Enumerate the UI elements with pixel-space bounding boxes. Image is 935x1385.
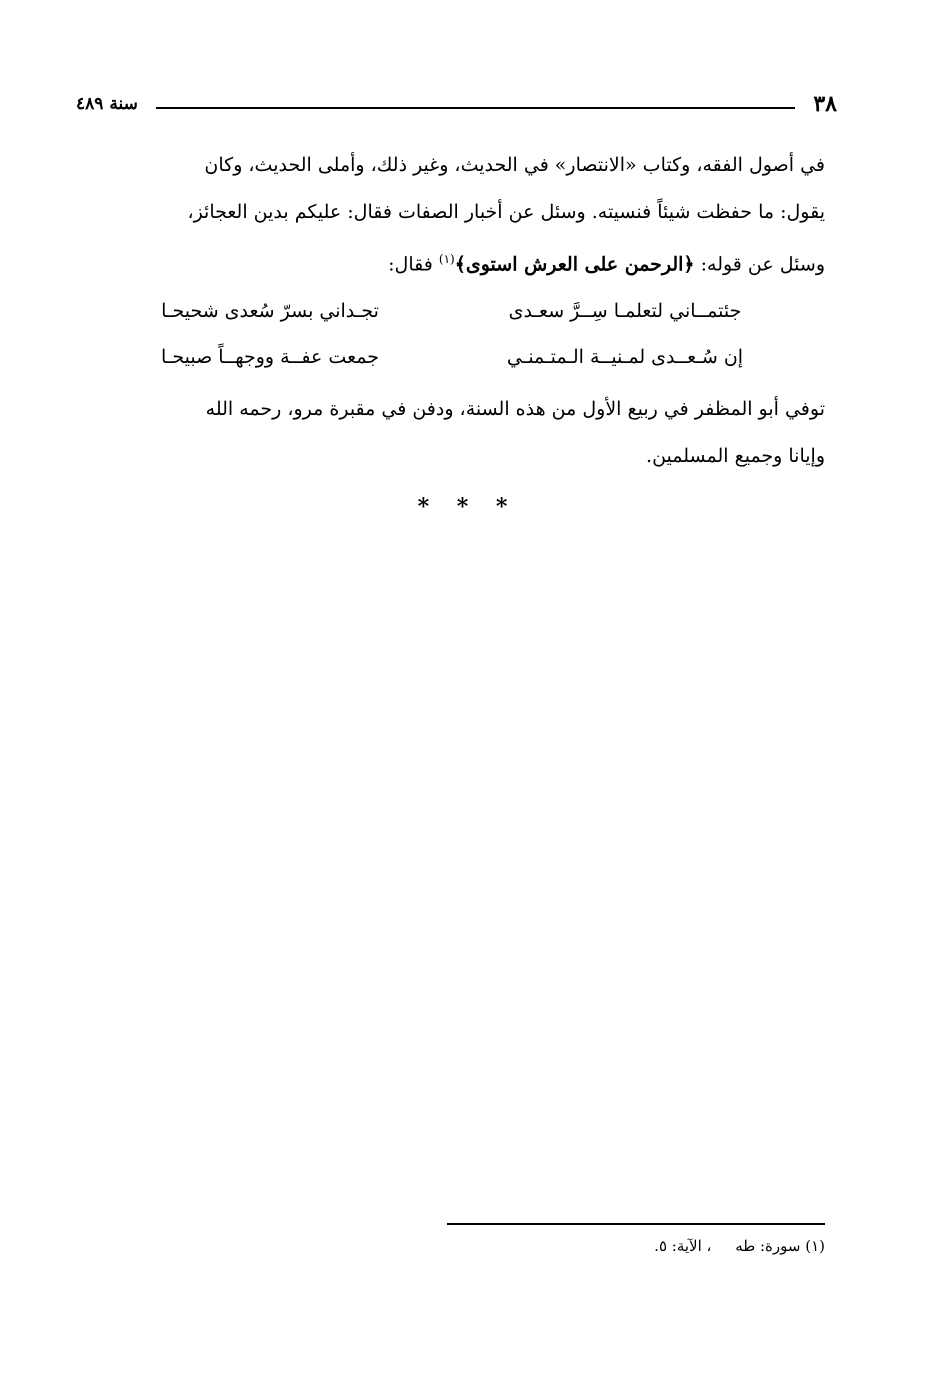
header-rule <box>156 107 796 109</box>
poem-hemistich-second: تجـداني بسرّ سُعدى شحيحـا <box>161 300 379 322</box>
page-header <box>76 88 837 120</box>
body-line-prefix: وسئل عن قوله: <box>694 253 825 276</box>
page-number: ٣٨ <box>813 91 837 117</box>
poem-hemistich-first: جئتمــاني لتعلمـا سِــرَّ سعـدى <box>508 300 742 322</box>
poem-verse <box>130 334 765 380</box>
footnote: (١) سورة: طه ، الآية: ٥. <box>654 1237 825 1255</box>
body-line: في أصول الفقه، وكتاب «الانتصار» في الحديث، وغير ذلك، وأملى الحديث، وكان <box>204 154 825 176</box>
poem-hemistich-second: جمعت عفــة ووجهــاً صبيحـا <box>161 346 379 368</box>
body-text <box>76 142 825 288</box>
footnote-rule <box>447 1223 825 1225</box>
closing-paragraph <box>76 386 825 480</box>
poem-hemistich-first: إن سُـعــدى لمـنيــة الـمتـمنـي <box>506 346 744 368</box>
body-line-suffix: فقال: <box>388 253 439 276</box>
body-line <box>76 236 825 288</box>
body-line: توفي أبو المظفر في ربيع الأول من هذه السنة، ودفن في مقبرة مرو، رحمه الله <box>205 398 825 420</box>
body-line: يقول: ما حفظت شيئاً فنسيته. وسئل عن أخبار الصفات فقال: عليكم بدين العجائز، <box>187 201 825 223</box>
footnote-reference[interactable]: (١) <box>438 252 455 266</box>
section-separator: * * * <box>417 494 518 520</box>
poem-verse <box>130 288 765 334</box>
body-line: وإيانا وجميع المسلمين. <box>646 445 825 467</box>
poem <box>130 288 765 380</box>
running-head: سنة ٤٨٩ <box>76 94 138 114</box>
quran-verse: ﴿الرحمن على العرش استوى﴾ <box>454 253 695 276</box>
